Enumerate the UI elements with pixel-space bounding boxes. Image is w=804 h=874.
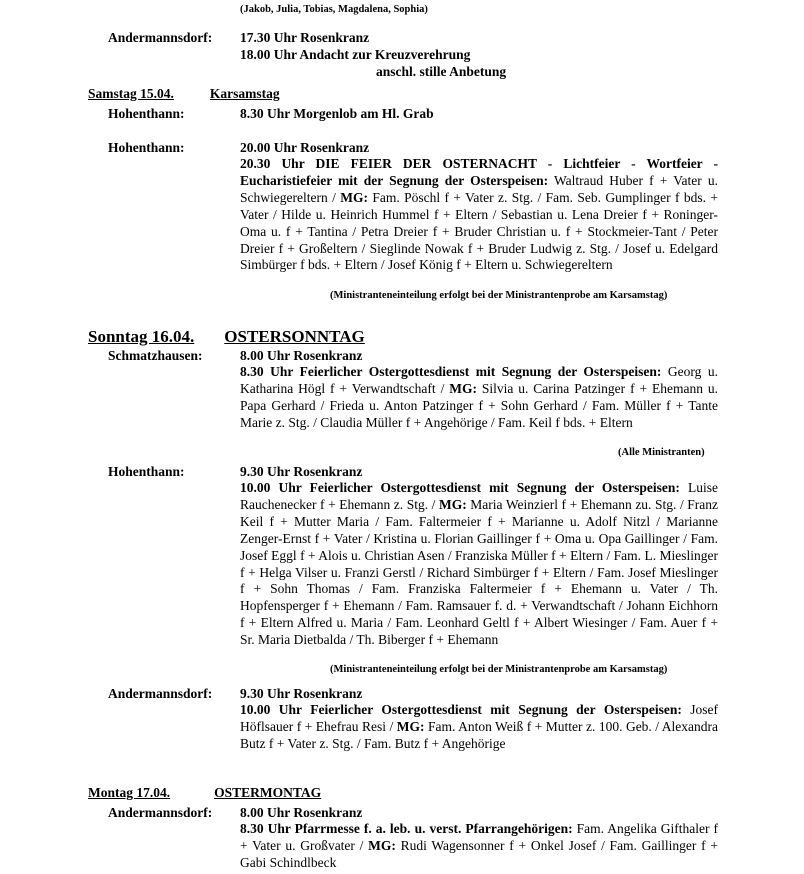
sun-schmatz-text-b: Silvia u. Carina Patzinger f + Ehemann u. Papa Gerhard / Frieda u. Anton Patzinger f + Sohn Gerhard / Fam. Müller f + Tante Marie z. Stg. / Claudia Müller f + Angehörige / Fam. Keil f bds. + Eltern (240, 380, 718, 430)
mon-heading: 8.30 Uhr Pfarrmesse f. a. leb. u. verst. Pfarrangehörigen: (240, 821, 573, 836)
place-hohenthann-sat-1: Hohenthann: (108, 106, 185, 121)
sun-schmatz-block (240, 364, 718, 432)
andermannsdorf-fri-line-2: 18.00 Uhr Andacht zur Kreuzverehrung (240, 47, 471, 62)
mon-rosenkranz: 8.00 Uhr Rosenkranz (240, 805, 363, 820)
place-hohenthann-sat-2: Hohenthann: (108, 140, 185, 155)
day-monday-name: OSTERMONTAG (214, 785, 322, 800)
sun-hoh-text-b: Maria Weinzierl f + Ehemann zu. Stg. / Franz Keil f + Mutter Maria / Fam. Faltermeier f + Marianne u. Adolf Nitzl / Marianne Zenger-Ernst f + Vater / Kristina u. Florian Gaillinger f + Oma u. Opa Gaillinger / Fam. Josef Eggl f + Alois u. Christian Asen / Franziska Müller f + Eltern / Fam. L. Mieslinger f + Helga Vilser u. Franzi Gerstl / Richard Simbürger f + Eltern / Fam. Josef Mieslinger f + Sohn Thomas / Fam. Franziska Faltermeier f + Ehemann u. Vater / Th. Hopfensperger f + Ehemann / Fam. Ramsauer f. d. + Verwandtschaft / Johann Eichhorn f + Eltern Alfred u. Maria / Fam. Leonhard Geltl f + Albert Wiesinger / Fam. Auer f + Sr. Maria Dietbalda / Th. Biberger f + Ehemann (240, 496, 718, 648)
day-saturday-name: Karsamstag (209, 86, 280, 101)
place-andermannsdorf-sun: Andermannsdorf: (108, 686, 213, 701)
sun-schmatz-note: (Alle Ministranten) (618, 447, 705, 458)
mon-mg-label: MG: (368, 837, 396, 853)
sat-morgenlob: 8.30 Uhr Morgenlob am Hl. Grab (240, 106, 434, 121)
sun-hoh-heading: 10.00 Uhr Feierlicher Ostergottesdienst mit Segnung der Osterspeisen: (240, 480, 680, 495)
place-schmatzhausen: Schmatzhausen: (108, 348, 203, 363)
sat-osternacht-block (240, 156, 718, 274)
sun-and-mg-label: MG: (396, 718, 425, 734)
day-sunday-date: Sonntag 16.04. (88, 327, 195, 346)
mon-text-b: Rudi Wagensonner f + Onkel Josef / Fam. Gaillinger f + Gabi Schindlbeck (240, 837, 718, 870)
sat-osternacht-text-b: Fam. Pöschl f + Vater z. Stg. / Fam. Seb. Gumplinger f bds. + Vater / Hilde u. Heinrich Hummel f + Eltern / Sebastian u. Lena Dreier f + Roninger-Oma u. f + Tantina / Petra Dreier f + Bruder Christian u. f + Stockmeier-Tant / Peter Dreier f + Großeltern / Sieglinde Nowak f + Bruder Ludwig z. Stg. / Josef u. Edelgard Simbürger f bds. + Eltern / Josef König f + Eltern u. Schwiegereltern (240, 189, 718, 273)
sat-mg-label: MG: (340, 189, 368, 205)
sun-hoh-rosenkranz: 9.30 Uhr Rosenkranz (240, 464, 363, 479)
mon-text-a: Fam. Angelika Gifthaler f + Vater u. Großvater / (240, 821, 718, 853)
sun-schmatz-heading: 8.30 Uhr Feierlicher Ostergottesdienst mit Segnung der Osterspeisen: (240, 364, 662, 379)
sun-and-text-a: Josef Höflsauer f + Ehefrau Resi / (240, 702, 719, 734)
andermannsdorf-fri-line-1: 17.30 Uhr Rosenkranz (240, 30, 370, 45)
day-saturday (88, 86, 280, 102)
sun-and-heading: 10.00 Uhr Feierlicher Ostergottesdienst mit Segnung der Osterspeisen: (240, 702, 682, 717)
day-saturday-date: Samstag 15.04. (88, 86, 174, 101)
sat-rosenkranz: 20.00 Uhr Rosenkranz (240, 140, 370, 155)
sat-osternacht-heading: 20.30 Uhr DIE FEIER DER OSTERNACHT - Lichtfeier - Wortfeier - Eucharistiefeier mit der Segnung der Osterspeisen: (240, 156, 718, 188)
sun-hoh-block (240, 480, 718, 649)
sun-schmatz-rosenkranz: 8.00 Uhr Rosenkranz (240, 348, 363, 363)
mon-pfarrmesse-block (240, 821, 718, 872)
top-note: (Jakob, Julia, Tobias, Magdalena, Sophia) (240, 4, 428, 15)
sat-osternacht-text-a: Waltraud Huber f + Vater u. Schwiegereltern / (240, 172, 719, 205)
sun-and-text-b: Fam. Anton Weiß f + Mutter z. 100. Geb. / Alexandra Butz f + Vater z. Stg. / Fam. Butz f + Angehörige (240, 718, 719, 751)
sun-and-rosenkranz: 9.30 Uhr Rosenkranz (240, 686, 363, 701)
place-andermannsdorf-fri: Andermannsdorf: (108, 30, 213, 45)
day-monday (88, 785, 321, 801)
sat-ministranten-note: (Ministranteneinteilung erfolgt bei der Ministrantenprobe am Karsamstag) (330, 290, 668, 301)
sun-hoh-text-a: Luise Rauchenecker f + Ehemann z. Stg. / (240, 480, 718, 512)
sun-hoh-note: (Ministranteneinteilung erfolgt bei der Ministrantenprobe am Karsamstag) (330, 664, 668, 675)
sun-schmatz-mg-label: MG: (449, 380, 477, 396)
place-andermannsdorf-mon: Andermannsdorf: (108, 805, 213, 820)
day-sunday (88, 327, 365, 347)
sun-schmatz-text-a: Georg u. Katharina Högl f + Verwandtschaft / (240, 364, 718, 396)
place-hohenthann-sun: Hohenthann: (108, 464, 185, 479)
day-monday-date: Montag 17.04. (88, 785, 171, 800)
sun-and-block (240, 702, 718, 753)
andermannsdorf-fri-line-3: anschl. stille Anbetung (376, 64, 507, 79)
day-sunday-name: OSTERSONNTAG (224, 327, 365, 346)
sun-hoh-mg-label: MG: (438, 496, 467, 512)
